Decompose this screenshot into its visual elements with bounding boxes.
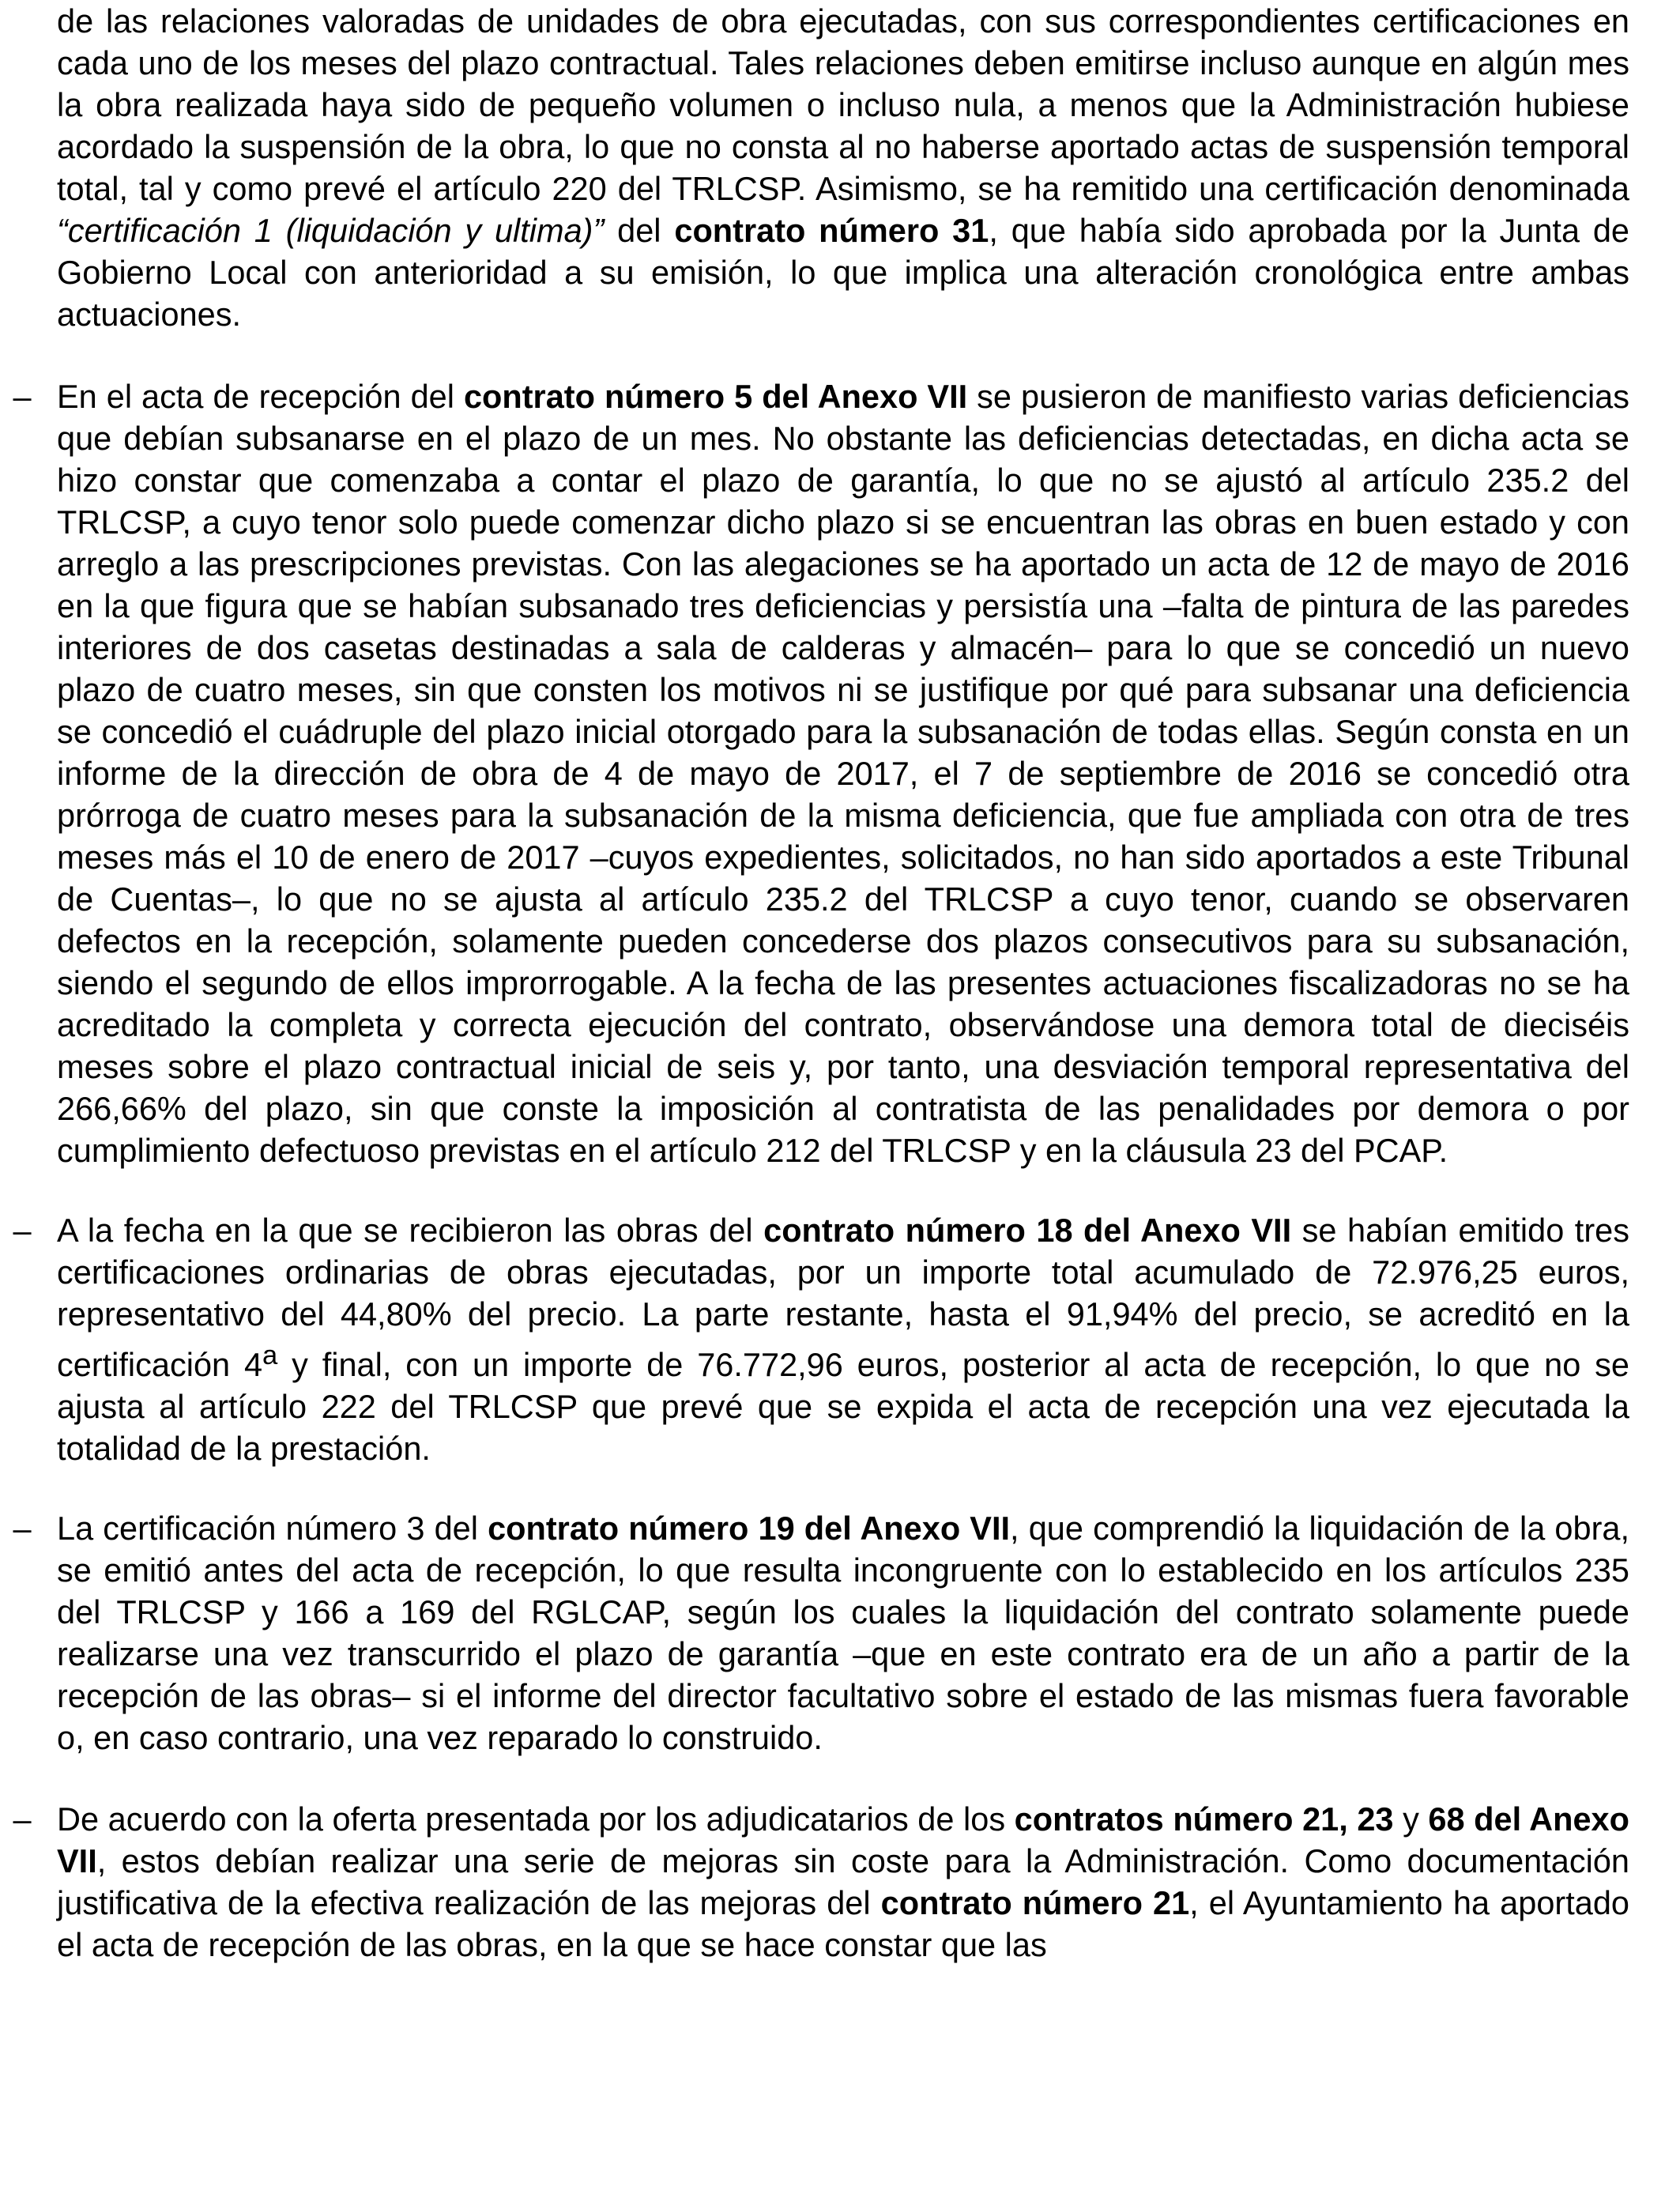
bullet-dash-icon: – (13, 1509, 32, 1547)
document-page (13, 0, 1630, 1966)
bullet-dash-icon: – (13, 1800, 32, 1838)
bullet-item-contrato-5 (13, 375, 1629, 1171)
intro-text: , que había sido aprobada por la Junta de Gobierno Local con anterioridad a su emisión, lo que implica una alteración cronológica entre ambas actuaciones. (57, 212, 1630, 333)
bullet-item-contrato-19 (13, 1507, 1630, 1759)
bullet-paragraph (57, 1798, 1629, 1966)
bullet-item-contratos-21-23-68 (13, 1798, 1629, 1966)
ordinal-superscript: a (262, 1340, 278, 1370)
bullet-text: se habían emitido tres certificaciones ordinarias de obras ejecutadas, por un importe total acumulado de 72.976,25 euros, representativo del 44,80% del precio. La parte restante, hasta el 91,94% del precio, se acreditó en la certificación 4 (57, 1212, 1629, 1383)
bullet-text: y final, con un importe de 76.772,96 euros, posterior al acta de recepción, lo que no se ajusta al artículo 222 del TRLCSP que prevé que se expida el acta de recepción una vez ejecutada la totalidad de la prestación. (57, 1345, 1629, 1467)
bullet-paragraph (57, 375, 1629, 1171)
intro-paragraph (57, 0, 1629, 335)
bullet-paragraph (57, 1507, 1629, 1759)
bullet-paragraph (57, 1209, 1629, 1469)
contract-ref: 68 del Anexo VII (57, 1800, 1629, 1879)
intro-text: de las relaciones valoradas de unidades de obra ejecutadas, con sus correspondientes certificaciones en cada uno de los meses del plazo contractual. Tales relaciones deben emitirse incluso aunque en algún mes la obra realizada haya sido de pequeño volumen o incluso nula, a menos que la Administración hubiese acordado la suspensión de la obra, lo que no consta al no haberse aportado actas de suspensión temporal total, tal y como prevé el artículo 220 del TRLCSP. Asimismo, se ha remitido una certificación denominada (57, 2, 1629, 207)
bullet-text: , que comprendió la liquidación de la obra, se emitió antes del acta de recepción, lo que resulta incongruente con lo establecido en los artículos 235 del TRLCSP y 166 a 169 del RGLCAP, según los cuales la liquidación del contrato solamente puede realizarse una vez transcurrido el plazo de garantía –que en este contrato era de un año a partir de la recepción de las obras– si el informe del director facultativo sobre el estado de las mismas fuera favorable o, en caso contrario, una vez reparado lo construido. (57, 1509, 1630, 1756)
intro-quote: “certificación 1 (liquidación y ultima)” (57, 212, 605, 249)
contract-ref: contrato número 19 del Anexo VII (488, 1509, 1011, 1547)
bullet-text: A la fecha en la que se recibieron las obras del (57, 1212, 764, 1249)
bullet-item-contrato-18 (13, 1209, 1629, 1469)
bullet-text: La certificación número 3 del (57, 1509, 488, 1547)
bullet-text: , estos debían realizar una serie de mejoras sin coste para la Administración. Como documentación justificativa de la efectiva realización de las mejoras del (57, 1842, 1629, 1921)
intro-contract-ref: contrato número 31 (674, 212, 989, 249)
bullet-dash-icon: – (13, 1212, 32, 1249)
contract-ref: contrato número 5 del Anexo VII (463, 378, 968, 415)
intro-text: del (604, 212, 675, 249)
bullet-text: , el Ayuntamiento ha aportado el acta de recepción de las obras, en la que se hace constar que las (57, 1883, 1629, 1963)
bullet-dash-icon: – (13, 378, 32, 415)
bullet-text: se pusieron de manifiesto varias deficiencias que debían subsanarse en el plazo de un mes. No obstante las deficiencias detectadas, en dicha acta se hizo constar que comenzaba a contar el plazo de garantía, lo que no se ajustó al artículo 235.2 del TRLCSP, a cuyo tenor solo puede comenzar dicho plazo si se encuentran las obras en buen estado y con arreglo a las prescripciones previstas. Con las alegaciones se ha aportado un acta de 12 de mayo de 2016 en la que figura que se habían subsanado tres deficiencias y persistía una –falta de pintura de las paredes interiores de dos casetas destinadas a sala de calderas y almacén– para lo que se concedió un nuevo plazo de cuatro meses, sin que consten los motivos ni se justifique por qué para subsanar una deficiencia se concedió el cuádruple del plazo inicial otorgado para la subsanación de todas ellas. Según consta en un informe de la dirección de obra de 4 de mayo de 2017, el 7 de septiembre de 2016 se concedió otra prórroga de cuatro meses para la subsanación de la misma deficiencia, que fue ampliada con otra de tres meses más el 10 de enero de 2017 –cuyos expedientes, solicitados, no han sido aportados a este Tribunal de Cuentas–, lo que no se ajusta al artículo 235.2 del TRLCSP a cuyo tenor, cuando se observaren defectos en la recepción, solamente pueden concederse dos plazos consecutivos para su subsanación, siendo el segundo de ellos improrrogable. A la fecha de las presentes actuaciones fiscalizadoras no se ha acreditado la completa y correcta ejecución del contrato, observándose una demora total de dieciséis meses sobre el plazo contractual inicial de seis y, por tanto, una desviación temporal representativa del 266,66% del plazo, sin que conste la imposición al contratista de las penalidades por demora o por cumplimiento defectuoso previstas en el artículo 212 del TRLCSP y en la cláusula 23 del PCAP. (57, 378, 1629, 1169)
bullet-text: y (1393, 1800, 1429, 1838)
bullet-text: De acuerdo con la oferta presentada por los adjudicatarios de los (57, 1800, 1015, 1838)
contract-ref: contrato número 18 del Anexo VII (763, 1212, 1292, 1249)
bullet-text: En el acta de recepción del (57, 378, 464, 415)
contract-ref: contrato número 21 (880, 1883, 1190, 1921)
contract-ref: contratos número 21, 23 (1014, 1800, 1394, 1838)
